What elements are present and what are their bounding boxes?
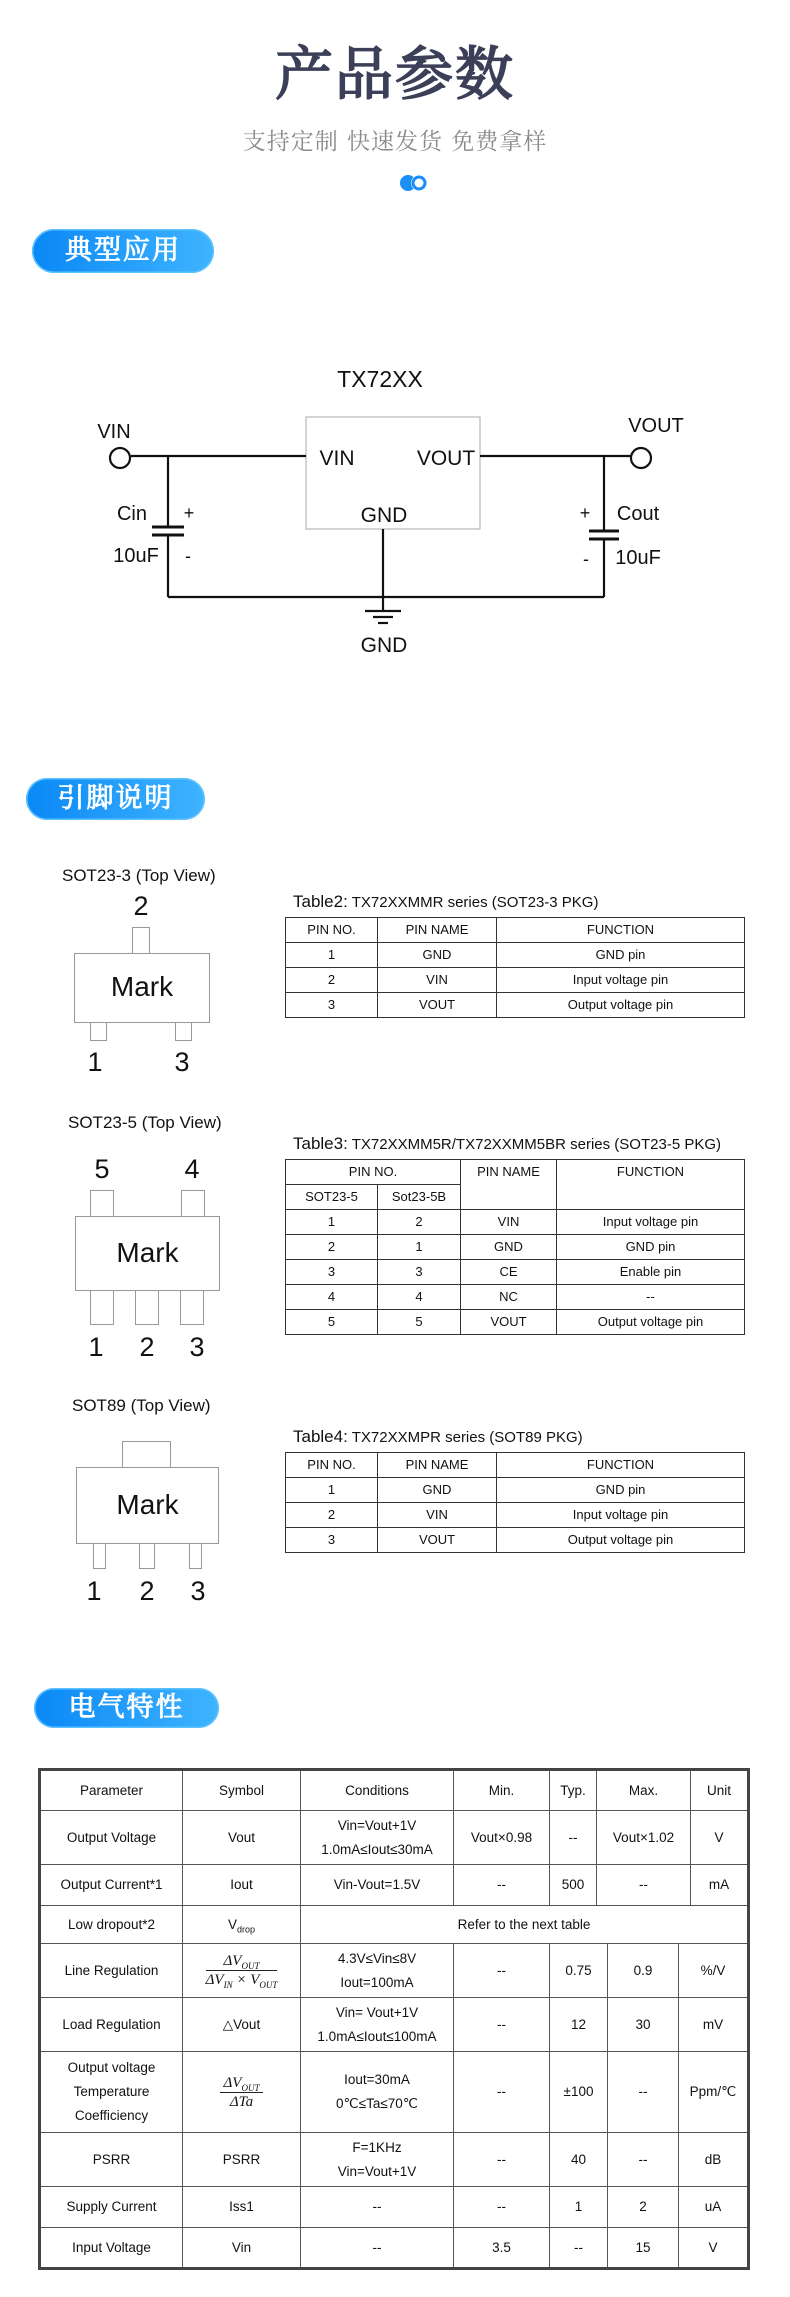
conditions-cell [301, 1944, 454, 1998]
vout-terminal [631, 448, 651, 468]
formula-subscript: IN [223, 1980, 233, 1990]
min-cell: -- [454, 2052, 550, 2133]
section-pill-typical-app: 典型应用 [32, 229, 214, 273]
package-pin [135, 1290, 159, 1325]
table-row [40, 2052, 749, 2133]
table-cell: VOUT [378, 993, 497, 1018]
conditions-cell [301, 1811, 454, 1865]
conditions-cell: -- [301, 2228, 454, 2269]
table-cell: 3 [378, 1260, 461, 1285]
table4-caption-prefix: Table4: [293, 1427, 348, 1446]
pin-number: 5 [94, 1154, 110, 1184]
typ-cell: 1 [550, 2187, 608, 2228]
table-header-cell: Min. [454, 1770, 550, 1811]
table-header-cell: SOT23-5 [286, 1185, 378, 1210]
pin-number: 2 [139, 1576, 155, 1606]
vin-label: VIN [97, 421, 131, 443]
package-label: SOT89 (Top View) [72, 1396, 211, 1415]
min-cell: Vout×0.98 [454, 1811, 550, 1865]
page-subtitle: 支持定制 快速发货 免费拿样 [242, 129, 548, 155]
table3-caption [293, 1135, 721, 1154]
unit-cell: V [691, 1811, 749, 1865]
table-header-row [286, 918, 745, 943]
table-cell: GND [378, 943, 497, 968]
table-row [286, 943, 745, 968]
formula-subscript: OUT [241, 1961, 260, 1971]
table4-caption-text: TX72XXMPR series (SOT89 PKG) [351, 1429, 583, 1446]
min-cell: -- [454, 1944, 550, 1998]
table-header-cell: Unit [691, 1770, 749, 1811]
table3-pin-table [285, 1159, 745, 1335]
table-cell: 5 [286, 1310, 378, 1335]
table4-caption [293, 1428, 583, 1447]
table-cell: -- [557, 1285, 745, 1310]
table2-pin-table [285, 917, 745, 1018]
conditions-cell [301, 2052, 454, 2133]
unit-cell: mV [679, 1998, 749, 2052]
table-row [40, 1944, 749, 1998]
symbol-cell [183, 1944, 301, 1998]
formula-numerator [220, 2074, 264, 2093]
table-row [40, 1998, 749, 2052]
table3-caption-text: TX72XXMM5R/TX72XXMM5BR series (SOT23-5 PKG) [351, 1136, 721, 1153]
unit-cell: uA [679, 2187, 749, 2228]
table-cell: Input voltage pin [557, 1210, 745, 1235]
table-row [286, 1478, 745, 1503]
unit-cell: %/V [679, 1944, 749, 1998]
table-cell: GND [461, 1235, 557, 1260]
max-cell: 15 [608, 2228, 679, 2269]
table-row [40, 2228, 749, 2269]
conditions-cell: Refer to the next table [301, 1906, 749, 1944]
parameter-cell: Output Current*1 [40, 1865, 183, 1906]
table-row [286, 1260, 745, 1285]
typ-cell: 12 [550, 1998, 608, 2052]
table-cell: 1 [286, 943, 378, 968]
table-header-cell: Conditions [301, 1770, 454, 1811]
table4-pin-table [285, 1452, 745, 1553]
table-cell: 5 [378, 1310, 461, 1335]
table-header-cell: FUNCTION [557, 1160, 745, 1210]
pin-number: 2 [139, 1332, 155, 1362]
max-cell: -- [608, 2052, 679, 2133]
pin-number: 3 [174, 1047, 190, 1077]
parameter-cell: Supply Current [40, 2187, 183, 2228]
table-cell: VIN [378, 968, 497, 993]
package-body: Mark [74, 953, 210, 1023]
chip-gnd-label: GND [360, 504, 408, 527]
parameter-cell: Input Voltage [40, 2228, 183, 2269]
typ-cell: 40 [550, 2133, 608, 2187]
table-cell: GND pin [557, 1235, 745, 1260]
cin-value: 10uF [113, 545, 159, 567]
table-row [40, 2187, 749, 2228]
cin-plus: + [183, 503, 195, 523]
table-header-cell: PIN NO. [286, 918, 378, 943]
formula-text: ΔV [223, 1953, 242, 1969]
table-row [286, 993, 745, 1018]
condition-line: F=1KHz [352, 2139, 402, 2155]
table-cell: VOUT [378, 1528, 497, 1553]
table-cell: 1 [286, 1478, 378, 1503]
cout-plus: + [579, 503, 591, 523]
table-cell: GND [378, 1478, 497, 1503]
chip-vout-label: VOUT [416, 447, 476, 470]
symbol-cell [183, 2052, 301, 2133]
pin-number: 1 [87, 1047, 103, 1077]
table-row [40, 1906, 749, 1944]
page-title: 产品参数 [274, 40, 515, 108]
unit-cell: mA [691, 1865, 749, 1906]
table-row [40, 1811, 749, 1865]
table-cell: Enable pin [557, 1260, 745, 1285]
formula-subscript: OUT [241, 2082, 260, 2093]
vout-label: VOUT [628, 415, 684, 437]
ground-label: GND [360, 634, 408, 657]
table-cell: 2 [286, 968, 378, 993]
cout-minus: - [583, 549, 589, 569]
table-cell: 1 [378, 1235, 461, 1260]
symbol-cell: Iss1 [183, 2187, 301, 2228]
table-row [286, 1285, 745, 1310]
table-row [286, 1310, 745, 1335]
formula-denominator: ΔTa [229, 2093, 254, 2110]
package-pin [90, 1190, 114, 1217]
symbol-cell: Vin [183, 2228, 301, 2269]
vin-terminal [110, 448, 130, 468]
cout-label: Cout [616, 503, 660, 525]
table-cell: 2 [378, 1210, 461, 1235]
table-header-cell: Symbol [183, 1770, 301, 1811]
max-cell: -- [597, 1865, 691, 1906]
parameter-cell: Line Regulation [40, 1944, 183, 1998]
chip-vin-label: VIN [319, 447, 355, 470]
pin-number: 3 [189, 1332, 205, 1362]
parameter-cell: PSRR [40, 2133, 183, 2187]
table-row [286, 1235, 745, 1260]
condition-line: Vin=Vout+1V [337, 1817, 417, 1833]
parameter-line: Coefficiency [74, 2108, 149, 2123]
package-tab [122, 1441, 171, 1468]
table-row [286, 1210, 745, 1235]
pin-number: 4 [184, 1154, 200, 1184]
formula-text: ΔV [205, 1972, 224, 1988]
package-label: SOT23-3 (Top View) [62, 866, 216, 885]
cout-value: 10uF [615, 547, 661, 569]
package-pin [90, 1290, 114, 1325]
table-header-row [286, 1160, 745, 1185]
package-pin [175, 1022, 192, 1041]
table2-caption [293, 893, 598, 912]
condition-line: 0℃≤Ta≤70℃ [336, 2096, 418, 2111]
formula-subscript: OUT [259, 1980, 278, 1990]
formula-text: × V [232, 1972, 260, 1988]
typ-cell: 500 [550, 1865, 597, 1906]
typ-cell: -- [550, 2228, 608, 2269]
symbol-cell: PSRR [183, 2133, 301, 2187]
typical-application-circuit [0, 350, 790, 680]
table-header-cell: PIN NAME [378, 918, 497, 943]
package-body: Mark [76, 1467, 219, 1544]
condition-line: Iout=100mA [340, 1974, 414, 1990]
symbol-cell: Vout [183, 1811, 301, 1865]
package-pin [90, 1022, 107, 1041]
table-header-cell: PIN NAME [461, 1160, 557, 1210]
typ-cell: ±100 [550, 2052, 608, 2133]
min-cell: -- [454, 2187, 550, 2228]
unit-cell: V [679, 2228, 749, 2269]
conditions-cell [301, 2133, 454, 2187]
table-cell: 4 [378, 1285, 461, 1310]
package-body: Mark [75, 1216, 220, 1291]
table-header-cell: Parameter [40, 1770, 183, 1811]
package-pin [93, 1543, 106, 1569]
table-cell: Output voltage pin [497, 993, 745, 1018]
package-pin [181, 1190, 205, 1217]
table-cell: GND pin [497, 1478, 745, 1503]
table2-caption-text: TX72XXMMR series (SOT23-3 PKG) [351, 894, 599, 911]
package-pin [180, 1290, 204, 1325]
formula-numerator [206, 1952, 278, 1971]
conditions-cell: Vin-Vout=1.5V [301, 1865, 454, 1906]
typ-cell: 0.75 [550, 1944, 608, 1998]
table-header-cell: PIN NO. [286, 1453, 378, 1478]
table-row [286, 968, 745, 993]
parameter-line: Temperature [73, 2084, 150, 2099]
table-cell: 2 [286, 1235, 378, 1260]
table2-caption-prefix: Table2: [293, 892, 348, 911]
parameter-cell: Low dropout*2 [40, 1906, 183, 1944]
formula-text: ΔV [223, 2074, 242, 2091]
conditions-cell: -- [301, 2187, 454, 2228]
min-cell: -- [454, 2133, 550, 2187]
unit-cell: Ppm/℃ [679, 2052, 749, 2133]
cin-label: Cin [116, 503, 148, 525]
max-cell: 2 [608, 2187, 679, 2228]
package-pin [132, 927, 150, 954]
table-header-cell: FUNCTION [497, 1453, 745, 1478]
table-cell: 3 [286, 993, 378, 1018]
table-header-cell: PIN NO. [286, 1160, 461, 1185]
table-cell: Input voltage pin [497, 968, 745, 993]
line-regulation-formula [206, 1952, 278, 1989]
table-cell: Output voltage pin [557, 1310, 745, 1335]
chip-name: TX72XX [337, 366, 423, 392]
symbol-subscript: drop [237, 1924, 256, 1935]
table-cell: NC [461, 1285, 557, 1310]
table-header-cell: Typ. [550, 1770, 597, 1811]
package-pin [139, 1543, 155, 1569]
table-header-cell: PIN NAME [378, 1453, 497, 1478]
temp-coefficient-formula [220, 2074, 264, 2111]
symbol-text: V [227, 1916, 237, 1932]
pin-number: 2 [133, 891, 149, 921]
min-cell: -- [454, 1998, 550, 2052]
electrical-characteristics-table [38, 1768, 750, 2270]
pin-number: 1 [88, 1332, 104, 1362]
parameter-line: Output voltage [67, 2060, 156, 2075]
table-header-cell: FUNCTION [497, 918, 745, 943]
section-pill-electrical: 电气特性 [34, 1688, 219, 1728]
parameter-cell: Output Voltage [40, 1811, 183, 1865]
table-cell: 3 [286, 1528, 378, 1553]
pin-number: 3 [190, 1576, 206, 1606]
table-row [40, 2133, 749, 2187]
condition-line: Vin= Vout+1V [335, 2004, 419, 2020]
condition-line: 1.0mA≤Iout≤100mA [317, 2028, 437, 2044]
table-cell: VIN [461, 1210, 557, 1235]
table-cell: VOUT [461, 1310, 557, 1335]
condition-line: 4.3V≤Vin≤8V [337, 1950, 417, 1966]
max-cell: -- [608, 2133, 679, 2187]
max-cell: Vout×1.02 [597, 1811, 691, 1865]
condition-line: Iout=30mA [344, 2072, 410, 2087]
section-pill-pin-desc: 引脚说明 [26, 778, 205, 820]
table-cell: 1 [286, 1210, 378, 1235]
table-header-cell: Sot23-5B [378, 1185, 461, 1210]
table-header-row [40, 1770, 749, 1811]
decorative-dots-icon [398, 172, 432, 194]
pin-number: 1 [86, 1576, 102, 1606]
conditions-cell [301, 1998, 454, 2052]
table-cell: 2 [286, 1503, 378, 1528]
table-cell: CE [461, 1260, 557, 1285]
symbol-cell [183, 1906, 301, 1944]
table-row [286, 1528, 745, 1553]
table-header-row [286, 1453, 745, 1478]
table-header-cell: Max. [597, 1770, 691, 1811]
package-pin [189, 1543, 202, 1569]
table3-caption-prefix: Table3: [293, 1134, 348, 1153]
table-cell: GND pin [497, 943, 745, 968]
table-cell: 3 [286, 1260, 378, 1285]
parameter-cell [40, 2052, 183, 2133]
table-cell: 4 [286, 1285, 378, 1310]
table-cell: Output voltage pin [497, 1528, 745, 1553]
min-cell: 3.5 [454, 2228, 550, 2269]
table-row [286, 1503, 745, 1528]
table-cell: Input voltage pin [497, 1503, 745, 1528]
symbol-cell: Iout [183, 1865, 301, 1906]
max-cell: 30 [608, 1998, 679, 2052]
max-cell: 0.9 [608, 1944, 679, 1998]
symbol-cell: △Vout [183, 1998, 301, 2052]
typ-cell: -- [550, 1811, 597, 1865]
parameter-cell: Load Regulation [40, 1998, 183, 2052]
condition-line: 1.0mA≤Iout≤30mA [321, 1841, 433, 1857]
min-cell: -- [454, 1865, 550, 1906]
formula-denominator [206, 1971, 278, 1989]
table-row [40, 1865, 749, 1906]
condition-line: Vin=Vout+1V [337, 2163, 417, 2179]
package-label: SOT23-5 (Top View) [68, 1113, 222, 1132]
table-cell: VIN [378, 1503, 497, 1528]
cin-minus: - [185, 546, 191, 566]
unit-cell: dB [679, 2133, 749, 2187]
